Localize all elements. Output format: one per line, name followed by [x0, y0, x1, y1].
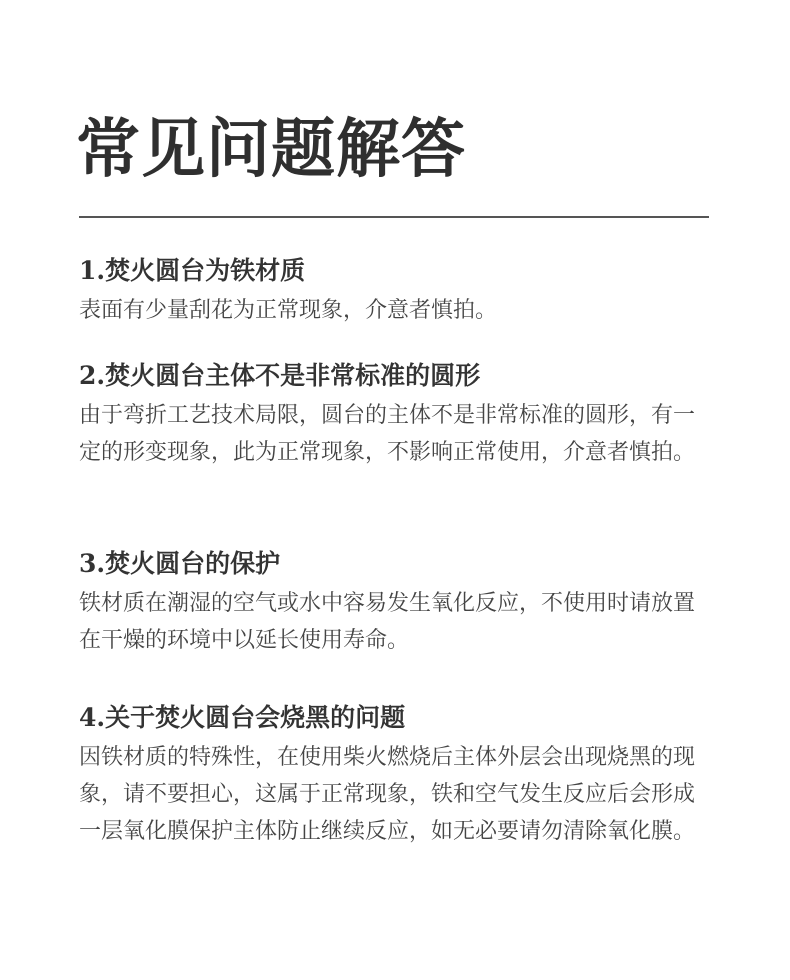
faq-answer: 铁材质在潮湿的空气或水中容易发生氧化反应，不使用时请放置在干燥的环境中以延长使用寿命。 — [79, 591, 696, 653]
faq-question: 1.焚火圆台为铁材质 — [79, 256, 306, 285]
title-divider — [79, 216, 709, 218]
faq-question: 3.焚火圆台的保护 — [79, 549, 281, 578]
faq-item-2 — [79, 359, 709, 471]
faq-question: 4.关于焚火圆台会烧黑的问题 — [79, 703, 406, 732]
faq-answer: 由于弯折工艺技术局限，圆台的主体不是非常标准的圆形，有一定的形变现象，此为正常现象，不影响正常使用，介意者慎拍。 — [79, 403, 696, 465]
faq-question: 2.焚火圆台主体不是非常标准的圆形 — [79, 361, 481, 390]
faq-item-3 — [79, 547, 709, 659]
faq-item-4 — [79, 701, 709, 850]
faq-answer: 因铁材质的特殊性，在使用柴火燃烧后主体外层会出现烧黑的现象，请不要担心，这属于正常现象，铁和空气发生反应后会形成一层氧化膜保护主体防止继续反应，如无必要请勿清除氧化膜。 — [79, 745, 696, 844]
page-title: 常见问题解答 — [76, 112, 466, 187]
faq-item-1 — [79, 254, 709, 329]
faq-answer: 表面有少量刮花为正常现象，介意者慎拍。 — [79, 298, 498, 323]
